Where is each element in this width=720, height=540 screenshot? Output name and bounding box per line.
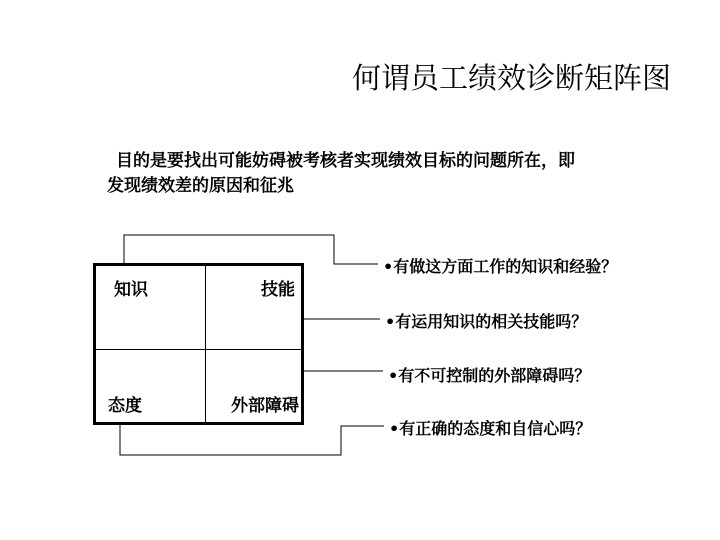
diagnosis-matrix [93,263,304,425]
cell-knowledge: 知识 [114,280,148,300]
matrix-horizontal-divider [96,349,301,350]
description-line-1: 目的是要找出可能妨碍被考核者实现绩效目标的问题所在，即 [116,151,575,171]
cell-external-barrier: 外部障碍 [231,396,299,416]
knowledge-connector [124,235,378,264]
question-external-barrier: •有不可控制的外部障碍吗？ [388,366,591,385]
cell-attitude: 态度 [108,396,142,416]
page-title: 何谓员工绩效诊断矩阵图 [352,61,672,95]
matrix-vertical-divider [205,266,206,422]
cell-skill: 技能 [261,280,295,300]
question-skill: •有运用知识的相关技能吗？ [385,312,588,331]
question-knowledge: •有做这方面工作的知识和经验？ [383,257,618,276]
attitude-connector [120,425,384,455]
question-attitude: •有正确的态度和自信心吗？ [389,419,592,438]
description-line-2: 发现绩效差的原因和征兆 [107,176,294,196]
